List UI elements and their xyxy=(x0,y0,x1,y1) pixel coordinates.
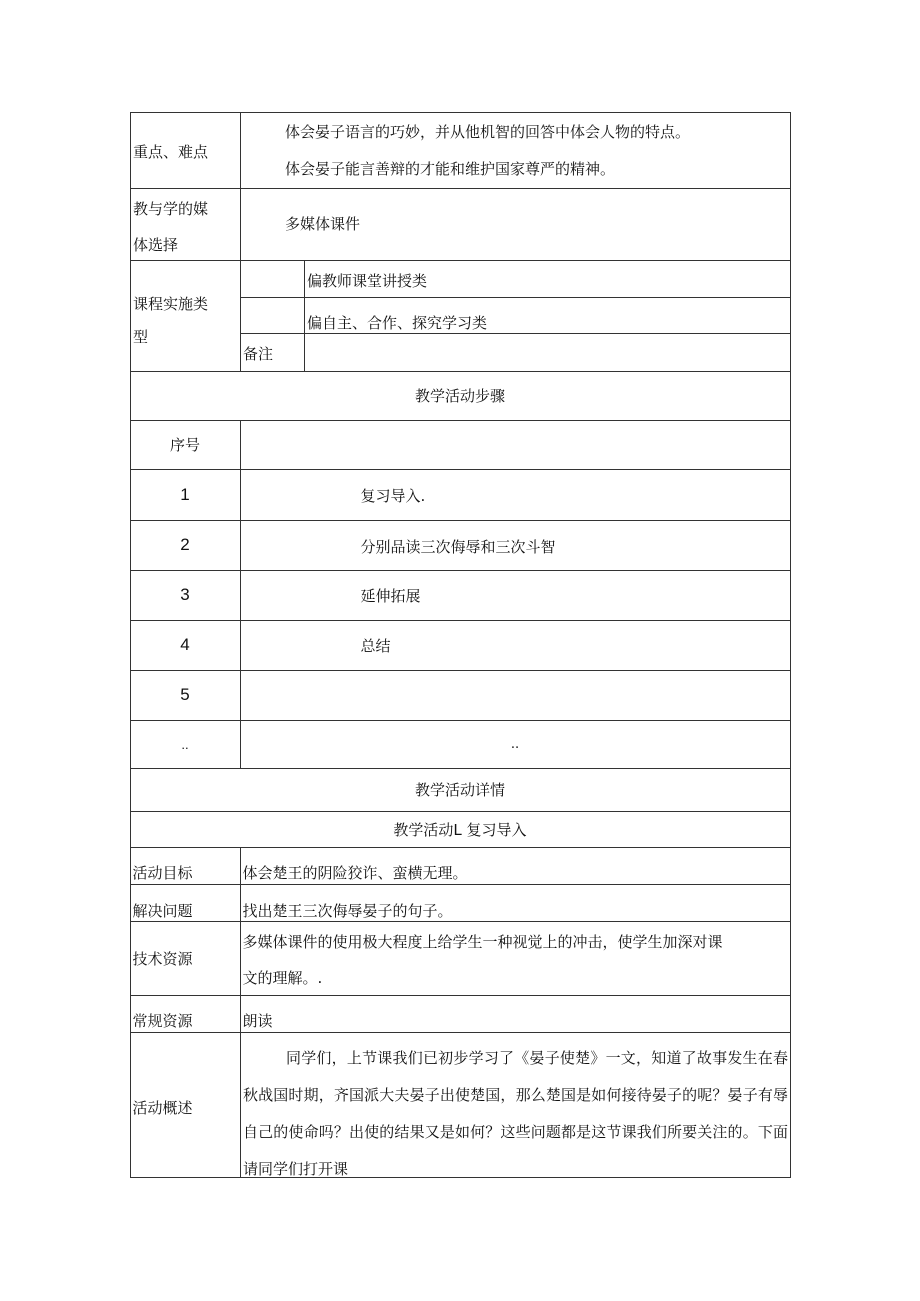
steps-title: 教学活动步骤 xyxy=(130,371,791,421)
tech-label: 技术资源 xyxy=(132,949,193,968)
media-label: 体选择 xyxy=(133,236,179,254)
overview-text: 同学们，上节课我们已初步学习了《晏子使楚》一文，知道了故事发生在春秋战国时期，齐国派大夫晏子出使楚国，那么楚国是如何接待晏子的呢？晏子有辱自己的使命吗？出使的结果又是如何？这些问题都是这节课我们所要关注的。下面请同学们打开课 xyxy=(243,1049,788,1178)
step-text: .. xyxy=(240,720,791,769)
media-label: 教与学的媒 xyxy=(133,200,209,218)
key-points-label: 重点、难点 xyxy=(133,143,209,161)
tech-label-cell xyxy=(130,921,241,996)
course-type-label-cell xyxy=(130,260,241,372)
goal-label-cell xyxy=(130,847,241,885)
note-label: 备注 xyxy=(243,345,274,363)
step-cell xyxy=(240,670,791,721)
activity-title: 教学活动L 复习导入 xyxy=(130,811,791,848)
details-title: 教学活动详情 xyxy=(130,768,791,812)
course-type-option: 偏教师课堂讲授类 xyxy=(307,272,428,290)
overview-label-cell xyxy=(130,1032,241,1178)
regular-cell xyxy=(240,995,791,1033)
course-type-check-cell[interactable] xyxy=(240,260,305,298)
key-point-line: 体会晏子语言的巧妙，并从他机智的回答中体会人物的特点。 xyxy=(285,123,691,141)
step-number: 3 xyxy=(130,570,241,621)
course-type-label: 课程实施类 xyxy=(133,295,209,313)
key-point-line: 体会晏子能言善辩的才能和维护国家尊严的精神。 xyxy=(285,160,616,178)
tech-cell xyxy=(240,921,791,996)
step-text: 延伸拓展 xyxy=(360,586,421,605)
index-header-blank xyxy=(240,420,791,470)
regular-label-cell xyxy=(130,995,241,1033)
goal-value: 体会楚王的阴险狡诈、蛮横无理。 xyxy=(242,863,468,882)
course-type-label: 型 xyxy=(133,328,149,346)
media-value: 多媒体课件 xyxy=(285,215,361,233)
regular-value: 朗读 xyxy=(242,1011,273,1030)
step-number: 5 xyxy=(130,670,241,721)
step-number: 4 xyxy=(130,620,241,671)
overview-label: 活动概述 xyxy=(132,1098,193,1117)
regular-label: 常规资源 xyxy=(132,1011,193,1030)
goal-cell xyxy=(240,847,791,885)
tech-line: 多媒体课件的使用极大程度上给学生一种视觉上的冲击，使学生加深对课 xyxy=(242,932,723,951)
step-number: .. xyxy=(130,720,241,769)
step-text: 分别品读三次侮辱和三次斗智 xyxy=(360,537,556,556)
step-text: 总结 xyxy=(360,636,391,655)
problem-label: 解决问题 xyxy=(132,901,193,920)
course-type-check-cell[interactable] xyxy=(240,297,305,334)
course-type-option: 偏自主、合作、探究学习类 xyxy=(307,314,488,332)
goal-label: 活动目标 xyxy=(132,863,193,882)
tech-line: 文的理解。. xyxy=(242,968,323,987)
note-cell xyxy=(304,333,791,372)
step-text: 复习导入. xyxy=(360,486,426,505)
step-number: 2 xyxy=(130,520,241,571)
step-cell xyxy=(240,520,791,571)
step-cell xyxy=(240,570,791,621)
step-cell xyxy=(240,620,791,671)
problem-cell xyxy=(240,884,791,922)
step-number: 1 xyxy=(130,469,241,521)
problem-value: 找出楚王三次侮辱晏子的句子。 xyxy=(242,901,453,920)
problem-label-cell xyxy=(130,884,241,922)
index-header: 序号 xyxy=(130,420,241,470)
step-cell xyxy=(240,469,791,521)
